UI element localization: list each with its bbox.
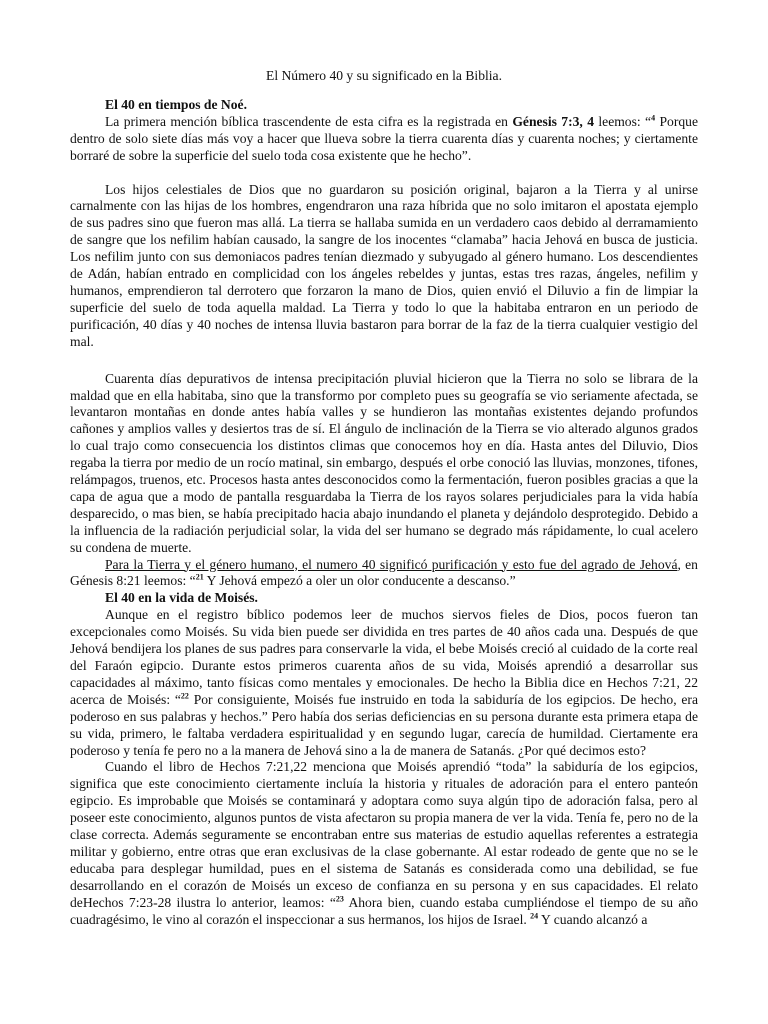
verse-number: 24: [530, 911, 539, 921]
scripture-reference: Génesis 7:3, 4: [512, 113, 594, 129]
text: , en Génesis 8:21 leemos: “: [70, 556, 698, 589]
text: Cuando el libro de Hechos 7:21,22 menciona que Moisés aprendió “toda” la sabiduría de los egipcios, significa que este conocimiento ciertamente incluía la historia y rituales de adoración para el entero panteón egipcio. Es improbable que Moisés se contaminará y adoptara como suya algún tipo de adoración falsa, pero al poseer este conocimiento, algunos puntos de vista afectaron su propia manera de ver la vida. Tenía fe, pero no de la clase correcta. Además seguramente se encontraban entre sus materias de estudio aquellas referentes a estrategia militar y gobierno, entre otras que eran exclusivas de la clase gobernante. Al estar rodeado de gente que no se le educaba para desplegar humildad, pues en el sistema de Satanás es considerada como una debilidad, se fue desarrollando en el corazón de Moisés un exceso de confianza en su persona y en sus capacidades. El relato deHechos 7:23-28 ilustra lo anterior, leamos: “: [70, 759, 698, 910]
paragraph-moises-2: [70, 759, 698, 928]
paragraph-noe-2: Los hijos celestiales de Dios que no guardaron su posición original, bajaron a la Tierra y al unirse carnalmente con las hijas de los hombres, engendraron una raza híbrida que no solo imitaron el apostata ejemplo de sus padres sino que fueron mas allá. La tierra se hallaba sumida en un verdadero caos debido al derramamiento de sangre que los nefilim habían causado, la sangre de los inocentes “clamaba” hacia Jehová en busca de justicia. Los nefilim junto con sus demoniacos padres tenían diezmado y subyugado al género humano. Los descendientes de Adán, habían entrado en complicidad con los ángeles rebeldes y juntas, estas tres razas, ángeles, nefilim y humanos, emprendieron tal derrotero que forzaron la mano de Dios, quien envió el Diluvio a fin de limpiar la superficie del suelo de toda aquella maldad. La Tierra y todo lo que la habitaba entraron en un periodo de purificación, 40 días y 40 noches de intensa lluvia bastaron para borrar de la faz de la tierra cualquier vestigio del mal.: [70, 181, 698, 349]
text: La primera mención bíblica trascendente de esta cifra es la registrada en: [105, 113, 513, 129]
verse-number: 21: [195, 572, 204, 582]
text: leemos: “: [594, 113, 652, 129]
paragraph-noe-1: [70, 114, 698, 165]
verse-number: 4: [651, 113, 656, 123]
section-heading-noe: El 40 en tiempos de Noé.: [105, 96, 247, 112]
paragraph-moises-1: [70, 607, 698, 759]
verse-number: 22: [180, 691, 189, 701]
verse-number: 23: [335, 894, 344, 904]
text: Por consiguiente, Moisés fue instruido en toda la sabiduría de los egipcios. De hecho, era poderoso en sus palabras y hechos.” Pero había dos serias deficiencias en su persona durante esta primera etapa de su vida, primero, le faltaba verdadera espiritualidad y en segundo lugar, carecía de humildad. Ciertamente era poderoso y tenía fe pero no a la manera de Jehová sino a la de manera de Satanás. ¿Por qué decimos esto?: [70, 691, 698, 758]
document-title: El Número 40 y su significado en la Biblia.: [266, 68, 502, 83]
section-heading-moises: El 40 en la vida de Moisés.: [105, 590, 258, 606]
text: Ahora bien, cuando estaba cumpliéndose el tiempo de su año cuadragésimo, le vino al corazón el inspeccionar a sus hermanos, los hijos de Israel.: [70, 894, 699, 927]
paragraph-noe-3: Cuarenta días depurativos de intensa precipitación pluvial hicieron que la Tierra no solo se librara de la maldad que en ella habitaba, sino que la transformo por completo pues su geografía se vio seriamente afectada, se levantaron montañas en donde antes había valles y se hundieron las montañas existentes dejando profundos cañones y amplios valles y desiertos tras de sí. El ángulo de inclinación de la Tierra se vio alterado algunos grados lo cual trajo como consecuencia los distintos climas que conocemos hoy en día. Hasta antes del Diluvio, Dios regaba la tierra por medio de un rocío matinal, sin embargo, después el orbe conoció las lluvias, monzones, tifones, relámpagos, truenos, etc. Procesos hasta antes desconocidos como la fermentación, fueron posibles gracias a que la capa de agua que a modo de pantalla resguardaba la Tierra de los rayos solares perjudiciales para la vida había desparecido, o mas bien, se había precipitado hacia abajo inundando el planeta y dejándolo desprotegido. Debido a la influencia de la radiación perjudicial solar, la vida del ser humano se degrado más rápidamente, lo cual acelero su condena de muerte.: [70, 370, 698, 555]
text: Porque dentro de solo siete días más voy a hacer que llueva sobre la tierra cuarenta días y cuarenta noches; y ciertamente borraré de sobre la superficie del suelo toda cosa existente que he hecho”.: [70, 113, 698, 163]
underlined-statement: Para la Tierra y el género humano, el numero 40 significó purificación y esto fue del agrado de Jehová: [105, 556, 678, 572]
paragraph-noe-4: [70, 557, 698, 591]
text: Aunque en el registro bíblico podemos leer de muchos siervos fieles de Dios, pocos fueron tan excepcionales como Moisés. Su vida bien puede ser dividida en tres partes de 40 años cada una. Después de que Jehová bendijera los planes de sus padres para conservarle la vida, el bebe Moisés creció al cuidado de la corte real del Faraón egipcio. Durante estos primeros cuarenta años de su vida, Moisés aprendió a desarrollar sus capacidades al máximo, tanto físicas como mentales y emocionales. De hecho la Biblia dice en Hechos 7:21, 22 acerca de Moisés: “: [70, 607, 698, 707]
text: Y Jehová empezó a oler un olor conducente a descanso.”: [203, 573, 516, 589]
text: Y cuando alcanzó a: [538, 911, 648, 927]
